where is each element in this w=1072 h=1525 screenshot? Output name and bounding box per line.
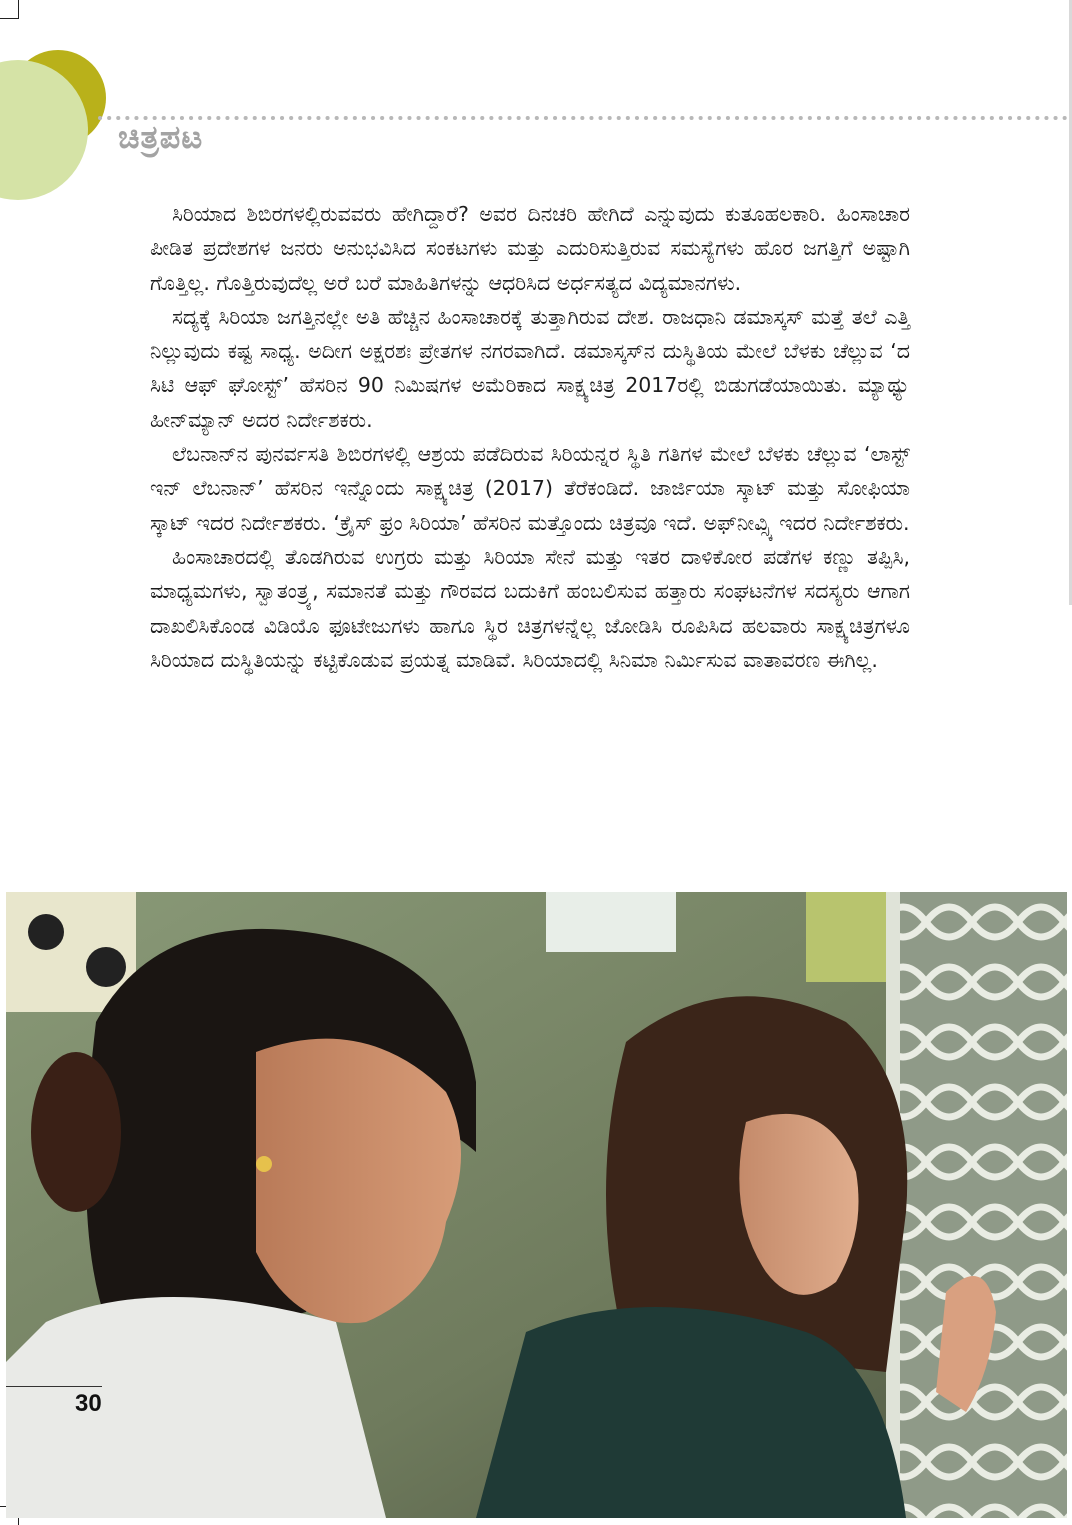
polka-dot [86, 947, 126, 987]
article-body [150, 197, 910, 677]
earring-icon [256, 1156, 272, 1172]
polka-dot [28, 914, 64, 950]
page-number-rule [6, 1386, 102, 1387]
window-grille [886, 892, 1067, 1518]
page-number: 30 [75, 1390, 102, 1417]
hair-bun [31, 1052, 121, 1212]
section-title: ಚಿತ್ರಪಟ [118, 118, 204, 156]
cloth-top-right [806, 892, 896, 982]
header-decoration [0, 0, 1072, 210]
cloth-top-center [546, 892, 676, 952]
article-paragraph: ಲೆಬನಾನ್‌ನ ಪುನರ್ವಸತಿ ಶಿಬಿರಗಳಲ್ಲಿ ಆಶ್ರಯ ಪಡೆದಿರುವ ಸಿರಿಯನ್ನರ ಸ್ಥಿತಿ ಗತಿಗಳ ಮೇಲೆ ಬೆಳಕು ಚೆಲ್ಲುವ ‘ಲಾಸ್ಟ್ ಇನ್ ಲೆಬನಾನ್’ ಹೆಸರಿನ ಇನ್ನೊಂದು ಸಾಕ್ಷ್ಯಚಿತ್ರ (2017) ತೆರೆಕಂಡಿದೆ. ಜಾರ್ಜಿಯಾ ಸ್ಕಾಟ್ ಮತ್ತು ಸೋಫಿಯಾ ಸ್ಕಾಟ್ ಇದರ ನಿರ್ದೇಶಕರು. ‘ಕ್ರೈಸ್ ಫ್ರಂ ಸಿರಿಯಾ’ ಹೆಸರಿನ ಮತ್ತೊಂದು ಚಿತ್ರವೂ ಇದೆ. ಅಫ್‌ನೀವ್ಸ್ಕಿ ಇದರ ನಿರ್ದೇಶಕರು. [150, 442, 910, 535]
woman-left-shirt [6, 1297, 386, 1518]
article-paragraph: ಸಿರಿಯಾದ ಶಿಬಿರಗಳಲ್ಲಿರುವವರು ಹೇಗಿದ್ದಾರೆ? ಅವರ ದಿನಚರಿ ಹೇಗಿದೆ ಎನ್ನುವುದು ಕುತೂಹಲಕಾರಿ. ಹಿಂಸಾಚಾರ ಪೀಡಿತ ಪ್ರದೇಶಗಳ ಜನರು ಅನುಭವಿಸಿದ ಸಂಕಟಗಳು ಮತ್ತು ಎದುರಿಸುತ್ತಿರುವ ಸಮಸ್ಯೆಗಳು ಹೊರ ಜಗತ್ತಿಗೆ ಅಷ್ಟಾಗಿ ಗೊತ್ತಿಲ್ಲ. ಗೊತ್ತಿರುವುದೆಲ್ಲ ಅರೆ ಬರೆ ಮಾಹಿತಿಗಳನ್ನು ಆಧರಿಸಿದ ಅರ್ಧಸತ್ಯದ ವಿದ್ಯಮಾನಗಳು. [150, 202, 910, 295]
film-still-photo [6, 892, 1067, 1518]
article-paragraph: ಹಿಂಸಾಚಾರದಲ್ಲಿ ತೊಡಗಿರುವ ಉಗ್ರರು ಮತ್ತು ಸಿರಿಯಾ ಸೇನೆ ಮತ್ತು ಇತರ ದಾಳಿಕೋರ ಪಡೆಗಳ ಕಣ್ಣು ತಪ್ಪಿಸಿ, ಮಾಧ್ಯಮಗಳು, ಸ್ವಾತಂತ್ರ್ಯ, ಸಮಾನತೆ ಮತ್ತು ಗೌರವದ ಬದುಕಿಗೆ ಹಂಬಲಿಸುವ ಹತ್ತಾರು ಸಂಘಟನೆಗಳ ಸದಸ್ಯರು ಆಗಾಗ ದಾಖಲಿಸಿಕೊಂಡ ವಿಡಿಯೊ ಫೂಟೇಜುಗಳು ಹಾಗೂ ಸ್ಥಿರ ಚಿತ್ರಗಳನ್ನೆಲ್ಲ ಜೋಡಿಸಿ ರೂಪಿಸಿದ ಹಲವಾರು ಸಾಕ್ಷ್ಯಚಿತ್ರಗಳೂ ಸಿರಿಯಾದ ದುಸ್ಥಿತಿಯನ್ನು ಕಟ್ಟಿಕೊಡುವ ಪ್ರಯತ್ನ ಮಾಡಿವೆ. ಸಿರಿಯಾದಲ್ಲಿ ಸಿನಿಮಾ ನಿರ್ಮಿಸುವ ವಾತಾವರಣ ಈಗಿಲ್ಲ. [150, 544, 910, 672]
article-paragraph: ಸದ್ಯಕ್ಕೆ ಸಿರಿಯಾ ಜಗತ್ತಿನಲ್ಲೇ ಅತಿ ಹೆಚ್ಚಿನ ಹಿಂಸಾಚಾರಕ್ಕೆ ತುತ್ತಾಗಿರುವ ದೇಶ. ರಾಜಧಾನಿ ಡಮಾಸ್ಕಸ್ ಮತ್ತೆ ತಲೆ ಎತ್ತಿ ನಿಲ್ಲುವುದು ಕಷ್ಟ ಸಾಧ್ಯ. ಅದೀಗ ಅಕ್ಷರಶಃ ಪ್ರೇತಗಳ ನಗರವಾಗಿದೆ. ಡಮಾಸ್ಕಸ್‌ನ ದುಸ್ಥಿತಿಯ ಮೇಲೆ ಬೆಳಕು ಚೆಲ್ಲುವ ‘ದ ಸಿಟಿ ಆಫ್ ಘೋಸ್ಟ್’ ಹೆಸರಿನ 90 ನಿಮಿಷಗಳ ಅಮೆರಿಕಾದ ಸಾಕ್ಷ್ಯಚಿತ್ರ 2017ರಲ್ಲಿ ಬಿಡುಗಡೆಯಾಯಿತು. ಮ್ಯಾಥ್ಯು ಹೀನ್‌ಮ್ಯಾನ್ ಅದರ ನಿರ್ದೇಶಕರು. [150, 304, 910, 432]
